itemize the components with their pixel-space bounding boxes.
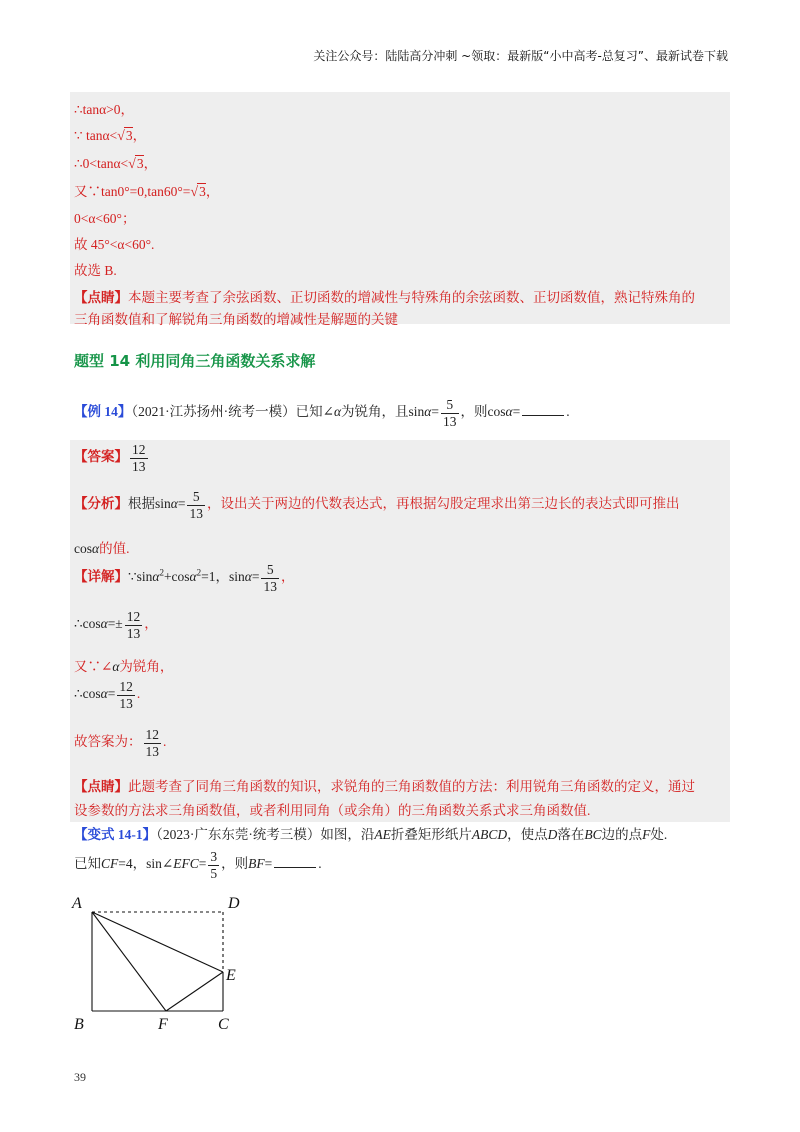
- section-title: 题型 14 利用同角三角函数关系求解: [74, 352, 316, 370]
- detail-line-3: 又∵∠α为锐角，: [74, 659, 174, 674]
- solution-line-2: ∵ tanα<√3，: [74, 128, 147, 144]
- variant-line-1: 【变式 14-1】（2023·广东东莞·统考三模）如图，沿AE折叠矩形纸片ABCD，使点D落在BC边的点F处.: [74, 827, 668, 842]
- solution-line-5: 0<α<60°；: [74, 211, 136, 226]
- label-e: E: [226, 967, 236, 984]
- example-question: 【例 14】（2021·江苏扬州·统考一模）已知∠α为锐角，且sinα= $\frac{5}{13}$ ，则cosα= .: [74, 397, 570, 429]
- edge-ae: [92, 912, 223, 972]
- edge-fe: [166, 972, 223, 1011]
- solution-line-4: 又∵tan0°=0,tan60°=√3，: [74, 184, 220, 200]
- answer-blank: [522, 415, 564, 416]
- edge-af: [92, 912, 166, 1011]
- note-line-1: 【点睛】本题主要考查了余弦函数、正切函数的增减性与特殊角的余弦函数、正切函数值，熟记特殊角的: [74, 290, 695, 305]
- variant-answer-blank: [274, 867, 316, 868]
- page-header: 关注公众号：陆陆高分冲刺 ~领取：最新版“小中高考-总复习”、最新试卷下载: [313, 49, 728, 63]
- solution-line-6: 故 45°<α<60°.: [74, 237, 155, 252]
- page-number: 39: [74, 1070, 86, 1084]
- label-f: F: [158, 1016, 168, 1033]
- note2-line-2: 设参数的方法求三角函数值，或者利用同角（或余角）的三角函数关系式求三角函数值.: [74, 803, 591, 818]
- detail-line-5: 故答案为： $\frac{12}{13}$ .: [74, 727, 167, 759]
- label-d: D: [228, 895, 240, 912]
- label-c: C: [218, 1016, 229, 1033]
- solution-line-3: ∴0<tanα<√3，: [74, 156, 158, 172]
- detail-line-4: ∴cosα= $\frac{12}{13}$ .: [74, 679, 141, 711]
- solution-line-1: ∴tanα>0，: [74, 102, 135, 117]
- answer-line: 【答案】 $\frac{12}{13}$: [74, 442, 146, 474]
- label-b: B: [74, 1016, 84, 1033]
- detail-line-1: 【详解】∵sinα$^2$+cosα$^2$=1，sinα= $\frac{5}{13}$ ，: [74, 562, 295, 594]
- detail-line-2: ∴cosα=± $\frac{12}{13}$ ，: [74, 609, 158, 641]
- note-line-2: 三角函数值和了解锐角三角函数的增减性是解题的关键: [74, 312, 398, 327]
- note2-line-1: 【点睛】此题考查了同角三角函数的知识，求锐角的三角函数值的方法：利用锐角三角函数的定义，通过: [74, 779, 695, 794]
- rectangle-fold-figure: [68, 890, 268, 1040]
- solution-line-7: 故选 B.: [74, 263, 117, 278]
- analysis-line-1: 【分析】根据sinα= $\frac{5}{13}$ ，设出关于两边的代数表达式，再根据勾股定理求出第三边长的表达式即可推出: [74, 489, 680, 521]
- label-a: A: [72, 895, 82, 912]
- variant-line-2: 已知CF=4，sin∠EFC= $\frac{3}{5}$ ，则BF= .: [74, 849, 322, 881]
- analysis-line-2: cosα的值.: [74, 541, 130, 556]
